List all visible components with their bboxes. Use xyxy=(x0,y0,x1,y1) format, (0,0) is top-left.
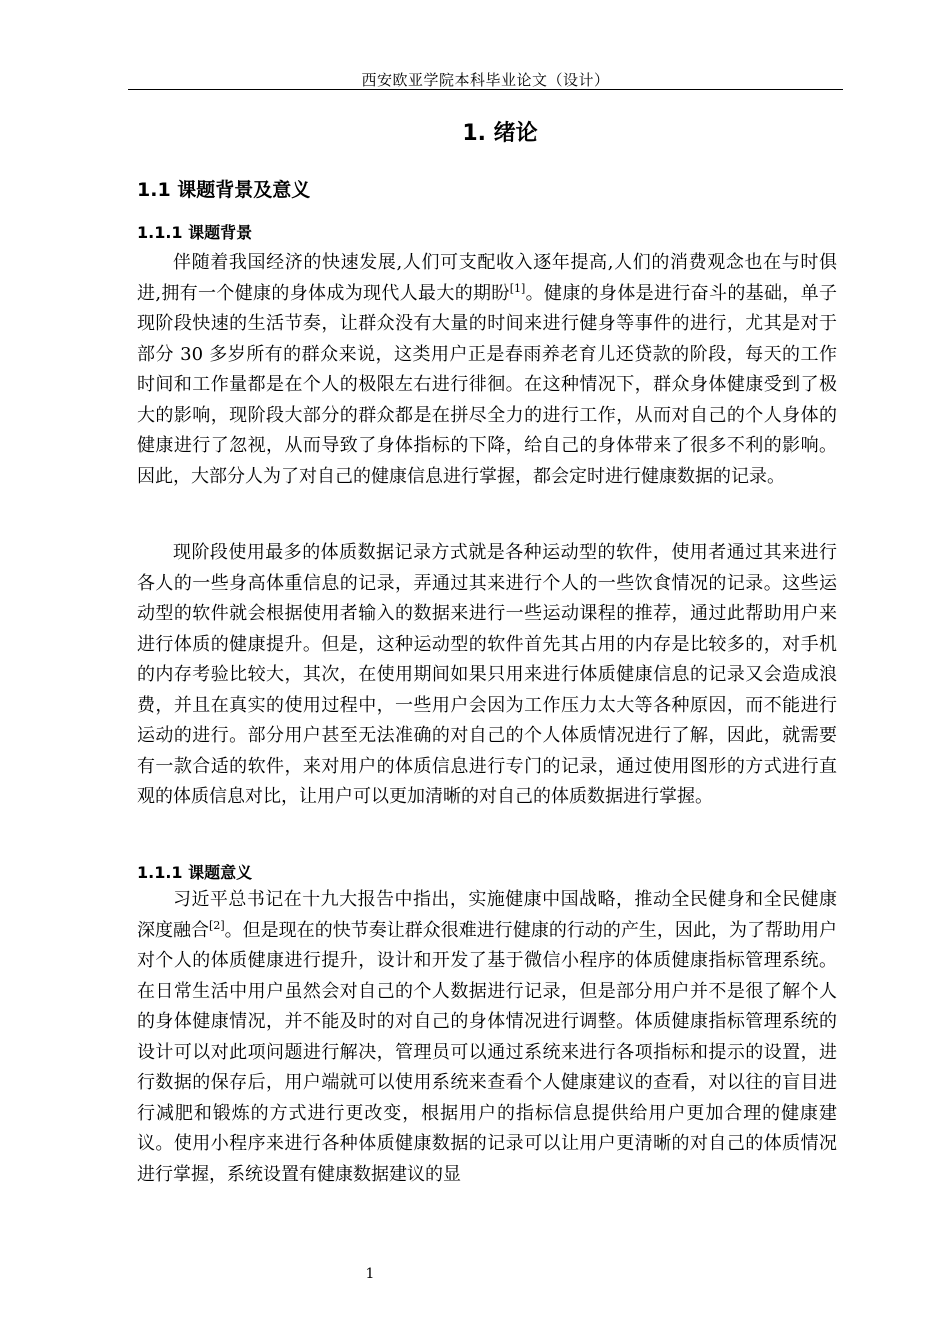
paragraph-background-1 xyxy=(137,248,837,492)
paragraph-text: 习近平总书记在十九大报告中指出，实施健康中国战略，推动全民健身和全民健康深度融合 xyxy=(137,889,837,941)
running-header: 西安欧亚学院本科毕业论文（设计） xyxy=(361,71,610,89)
subsection-heading-background: 1.1.1 课题背景 xyxy=(137,223,253,242)
page-number: 1 xyxy=(365,1266,375,1282)
citation-ref-1: [1] xyxy=(509,281,526,295)
chapter-title: 1. 绪论 xyxy=(462,121,538,146)
paragraph-significance xyxy=(137,885,837,1190)
subsection-heading-significance: 1.1.1 课题意义 xyxy=(137,863,253,882)
section-heading-1-1: 1.1 课题背景及意义 xyxy=(137,179,311,201)
paragraph-text: 。但是现在的快节奏让群众很难进行健康的行动的产生，因此，为了帮助用户对个人的体质健康进行提升，设计和开发了基于微信小程序的体质健康指标管理系统。在日常生活中用户虽然会对自己的个人数据进行记录，但是部分用户并不是很了解个人的身体健康情况，并不能及时的对自己的身体情况进行调整。体质健康指标管理系统的设计可以对此项问题进行解决，管理员可以通过系统来进行各项指标和提示的设置，进行数据的保存后，用户端就可以使用系统来查看个人健康建议的查看，对以往的盲目进行减肥和锻炼的方式进行更改变，根据用户的指标信息提供给用户更加合理的健康建议。使用小程序来进行各种体质健康数据的记录可以让用户更清晰的对自己的体质情况进行掌握，系统设置有健康数据建议的显 xyxy=(137,919,838,1185)
citation-ref-2: [2] xyxy=(209,918,225,932)
paragraph-text: 伴随着我国经济的快速发展,人们可支配收入逐年提高,人们的消费观念也在与时俱进,拥有一个健康的身体成为现代人最大的期盼 xyxy=(137,252,837,304)
paragraph-background-2: 现阶段使用最多的体质数据记录方式就是各种运动型的软件，使用者通过其来进行各人的一些身高体重信息的记录，弄通过其来进行个人的一些饮食情况的记录。这些运动型的软件就会根据使用者输入的数据来进行一些运动课程的推荐，通过此帮助用户来进行体质的健康提升。但是，这种运动型的软件首先其占用的内存是比较多的，对手机的内存考验比较大，其次，在使用期间如果只用来进行体质健康信息的记录又会造成浪费，并且在真实的使用过程中，一些用户会因为工作压力太大等各种原因，而不能进行运动的进行。部分用户甚至无法准确的对自己的个人体质情况进行了解，因此，就需要有一款合适的软件，来对用户的体质信息进行专门的记录，通过使用图形的方式进行直观的体质信息对比，让用户可以更加清晰的对自己的体质数据进行掌握。 xyxy=(137,542,837,807)
header-divider xyxy=(128,89,843,90)
paragraph-text: 。健康的身体是进行奋斗的基础，单子现阶段快速的生活节奏，让群众没有大量的时间来进行健身等事件的进行，尤其是对于部分 30 多岁所有的群众来说，这类用户正是春雨养老育儿还贷款的阶段，每天的工作时间和工作量都是在个人的极限左右进行徘徊。在这种情况下，群众身体健康受到了极大的影响，现阶段大部分的群众都是在拼尽全力的进行工作，从而对自己的个人身体的健康进行了忽视，从而导致了身体指标的下降，给自己的身体带来了很多不利的影响。因此，大部分人为了对自己的健康信息进行掌握，都会定时进行健康数据的记录。 xyxy=(137,282,838,487)
